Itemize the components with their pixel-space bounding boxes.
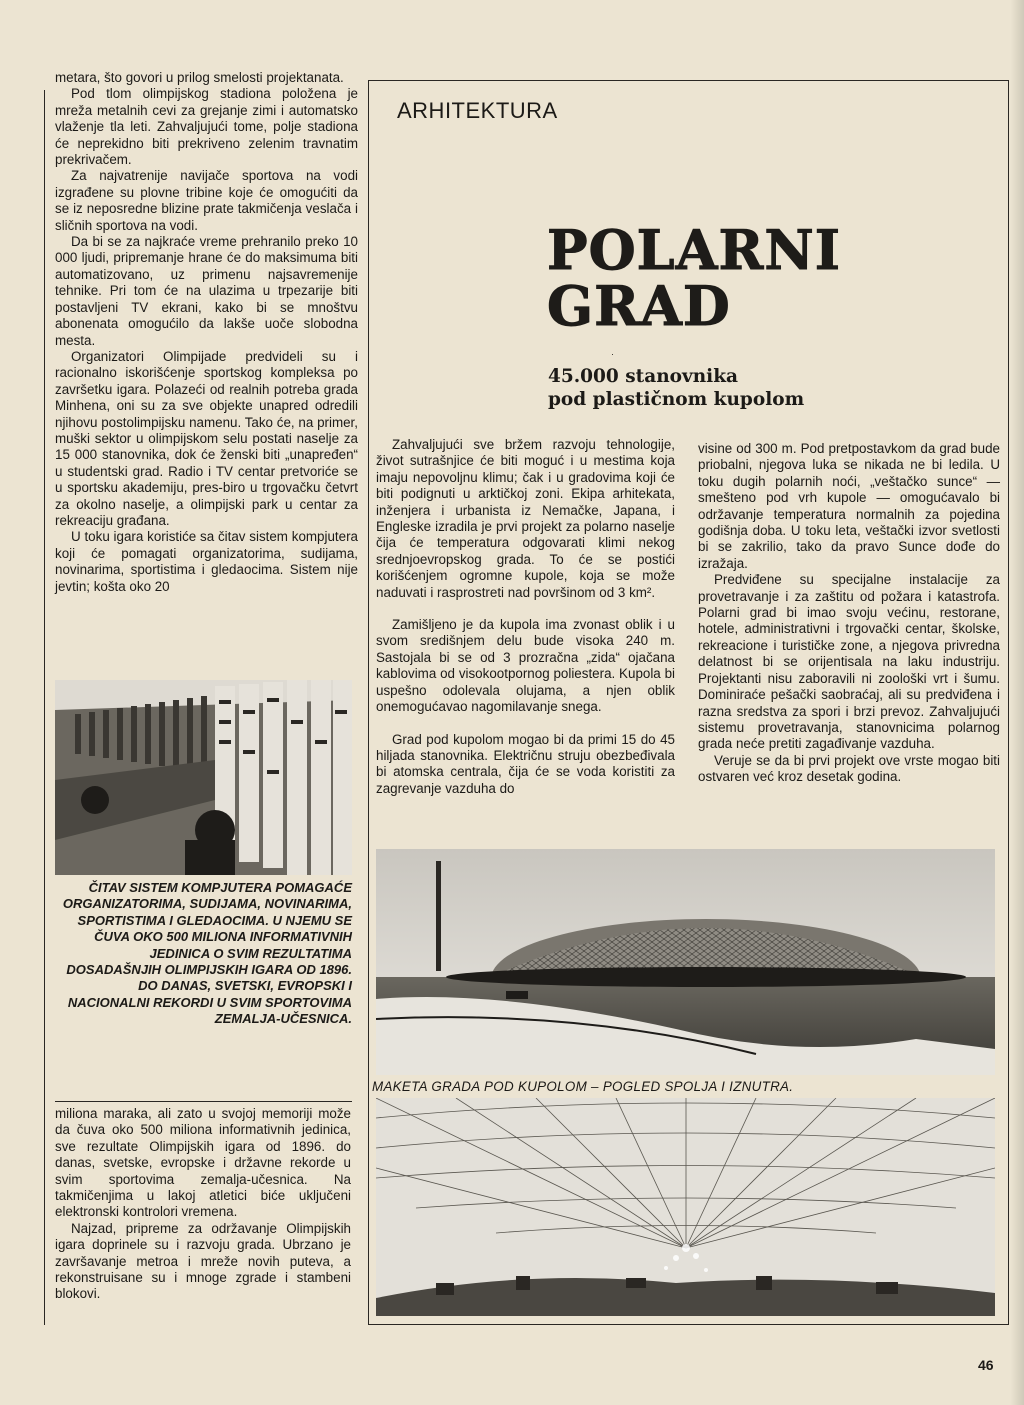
headline-line-1: POLARNI bbox=[547, 218, 842, 282]
left-paragraph-6: U toku igara koristiće sa čitav sistem kompjutera koji će pomagati organizatorima, sudijama, novinarima, sportistima i gledaocima. Sistem nije jevtin; košta oko 20 bbox=[55, 529, 358, 594]
left-column-top bbox=[55, 70, 358, 595]
left-column-rule bbox=[44, 90, 45, 1325]
left-paragraph-4: Da bi se za najkraće vreme prehranilo preko 10 000 ljudi, pripremanje hrane će do maksimuma biti automatizovano, uz primenu najsavremenije tehnike. Pri tom će na ulazima u trpezarije biti postavljeni TV ekrani, kako bi se mnoštvu abonenata omogućilo da lakše uoče slobodna mesta. bbox=[55, 234, 358, 348]
caption-divider bbox=[55, 1101, 352, 1102]
right-paragraph-2: Predviđene su specijalne instalacije za provetravanje i za zaštitu od požara i katastrofa. Polarni grad bi imao svoju većinu, restorane, hotele, administrativni i trgovački centar, školske, rekreacione i turističke zone, a njegova privredna delatnost bi se orijentisala na laku industriju. Projektanti nisu zaboravili ni zoološki vrt i šumu. Dominiraće pešački saobraćaj, ali su predviđena i razna sredstva za spori i brzi prevoz. Zahvaljujući sistemu provetravanja, stanovnicima polarnog grada neće pretiti zagađivanje vazduha. bbox=[698, 572, 1000, 752]
left-paragraph-1: metara, što govori u prilog smelosti projektanata. bbox=[55, 70, 344, 85]
article-middle-column bbox=[376, 437, 675, 797]
middle-paragraph-2: Zamišljeno je da kupola ima zvonast oblik i u svom središnjem delu bude visoka 240 m. Sastojala bi se od 3 prozračna „zida“ ojačana kablovima od visokootpornog poliestera. Kupola bi uspešno odolevala olujama, a njen oblik onemogućavao nagomilavanje snega. bbox=[376, 617, 675, 715]
subtitle-line-1: 45.000 stanovnika bbox=[548, 366, 739, 387]
computer-room-photo bbox=[55, 680, 352, 875]
computer-photo-caption: ČITAV SISTEM KOMPJUTERA POMAGAĆE ORGANIZATORIMA, SUDIJAMA, NOVINARIMA, SPORTISTIMA I GLEDAOCIMA. U NJEMU SE ČUVA OKO 500 MILIONA INFORMATIVNIH JEDINICA O SVIM REZULTATIMA DOSADAŠNJIH OLIMPIJSKIH IGARA OD 1896. DO DANAS, SVETSKI, EVROPSKI I NACIONALNI REKORDI U SVIM SPORTOVIMA ZEMALJA-UČESNICA. bbox=[62, 880, 352, 1027]
left-paragraph-2: Pod tlom olimpijskog stadiona položena je mreža metalnih cevi za grejanje zimi i automatsko vlaženje tla leti. Zahvaljujući tome, polje stadiona će neprekidno biti prekriveno zelenim travnatim prekrivačem. bbox=[55, 86, 358, 168]
left-bottom-paragraph-1: miliona maraka, ali zato u svojoj memoriji može da čuva oko 500 miliona informativnih jedinica, sve rezultate Olimpijskih igara od 1896. do danas, svetske, evropske i državne rekorde u svim sportovima zemalja-učesnica. Na takmičenjima u lakoj atletici biće uključeni elektronski kontrolori vremena. bbox=[55, 1106, 351, 1220]
print-speck: · bbox=[611, 349, 614, 359]
left-paragraph-5: Organizatori Olimpijade predvideli su i racionalno iskorišćenje sportskog kompleksa po završetku igara. Polazeći od realnih potreba grada Minhena, oni su za sve objekte unapred odredili njihovu postolimpijsku namenu. Tako će, na primer, muški sektor u olimpijskom selu postati naselje za 15 000 stanovnika, dok će ženski biti „unapređen“ u studentski grad. Radio i TV centar pretvoriće se u sportsku akademiju, pres-biro u trgovačku četvrt za okolno naselje, a olimpijski park u centar za rekreaciju građana. bbox=[55, 348, 358, 528]
left-bottom-paragraph-2: Najzad, pripreme za održavanje Olimpijskih igara doprinele su i razvoju grada. Ubrzano je završavanje metroa i mreže novih puteva, a rekonstruisane su i mnoge zgrade i stambeni blokovi. bbox=[55, 1220, 351, 1302]
article-subtitle bbox=[548, 365, 804, 411]
article-right-column bbox=[698, 441, 1000, 786]
middle-paragraph-3: Grad pod kupolom mogao bi da primi 15 do 45 hiljada stanovnika. Električnu struju obezbeđivala bi atomska centrala, čija će se voda koristiti za zagrevanje vazduha do bbox=[376, 731, 675, 796]
left-paragraph-3: Za najvatrenije navijače sportova na vodi izgrađene su plovne tribine koje će omogućiti da se iz neposredne blizine prate takmičenja veslača i sličnih sportova na vodi. bbox=[55, 168, 358, 233]
dome-photo-caption: MAKETA GRADA POD KUPOLOM – POGLED SPOLJA I IZNUTRA. bbox=[372, 1079, 794, 1094]
left-column-bottom bbox=[55, 1106, 351, 1303]
subtitle-line-2: pod plastičnom kupolom bbox=[548, 389, 805, 410]
headline-line-2: GRAD bbox=[547, 274, 731, 338]
dome-exterior-photo bbox=[376, 849, 995, 1075]
page-number: 46 bbox=[978, 1357, 994, 1373]
section-label: ARHITEKTURA bbox=[397, 98, 558, 123]
page-edge-shadow bbox=[1010, 0, 1024, 1405]
right-paragraph-3: Veruje se da bi prvi projekt ove vrste mogao biti ostvaren već kroz desetak godina. bbox=[698, 752, 1000, 785]
right-paragraph-1: visine od 300 m. Pod pretpostavkom da grad bude priobalni, njegova luka se nikada ne bi ledila. U toku dugih polarnih noći, „veštačko sunce“ — smešteno pod vrh kupole — omogućavalo bi održavanje temperatura normalnih za pojedina godišnja doba. U toku leta, veštački izvor svetlosti bi se zakrilio, tako da pravo Sunce dođe do izražaja. bbox=[698, 441, 1000, 571]
middle-paragraph-1: Zahvaljujući sve bržem razvoju tehnologije, život sutrašnjice će biti moguć i u mestima koja imaju nepovoljnu klimu; čak i u gradovima koji će biti podignuti u arktičkoj zoni. Ekipa arhitekata, inženjera i urbanista iz Nemačke, Japana, i Engleske izradila je prvi projekt za polarno naselje čija će temperatura odgovarati klimi nekog srednjoevropskog grada. To će se postići korišćenjem ogromne kupole, koja se može naduvati i rasprostreti nad površinom od 3 km². bbox=[376, 437, 675, 600]
article-headline bbox=[547, 218, 842, 338]
dome-interior-photo bbox=[376, 1098, 995, 1316]
